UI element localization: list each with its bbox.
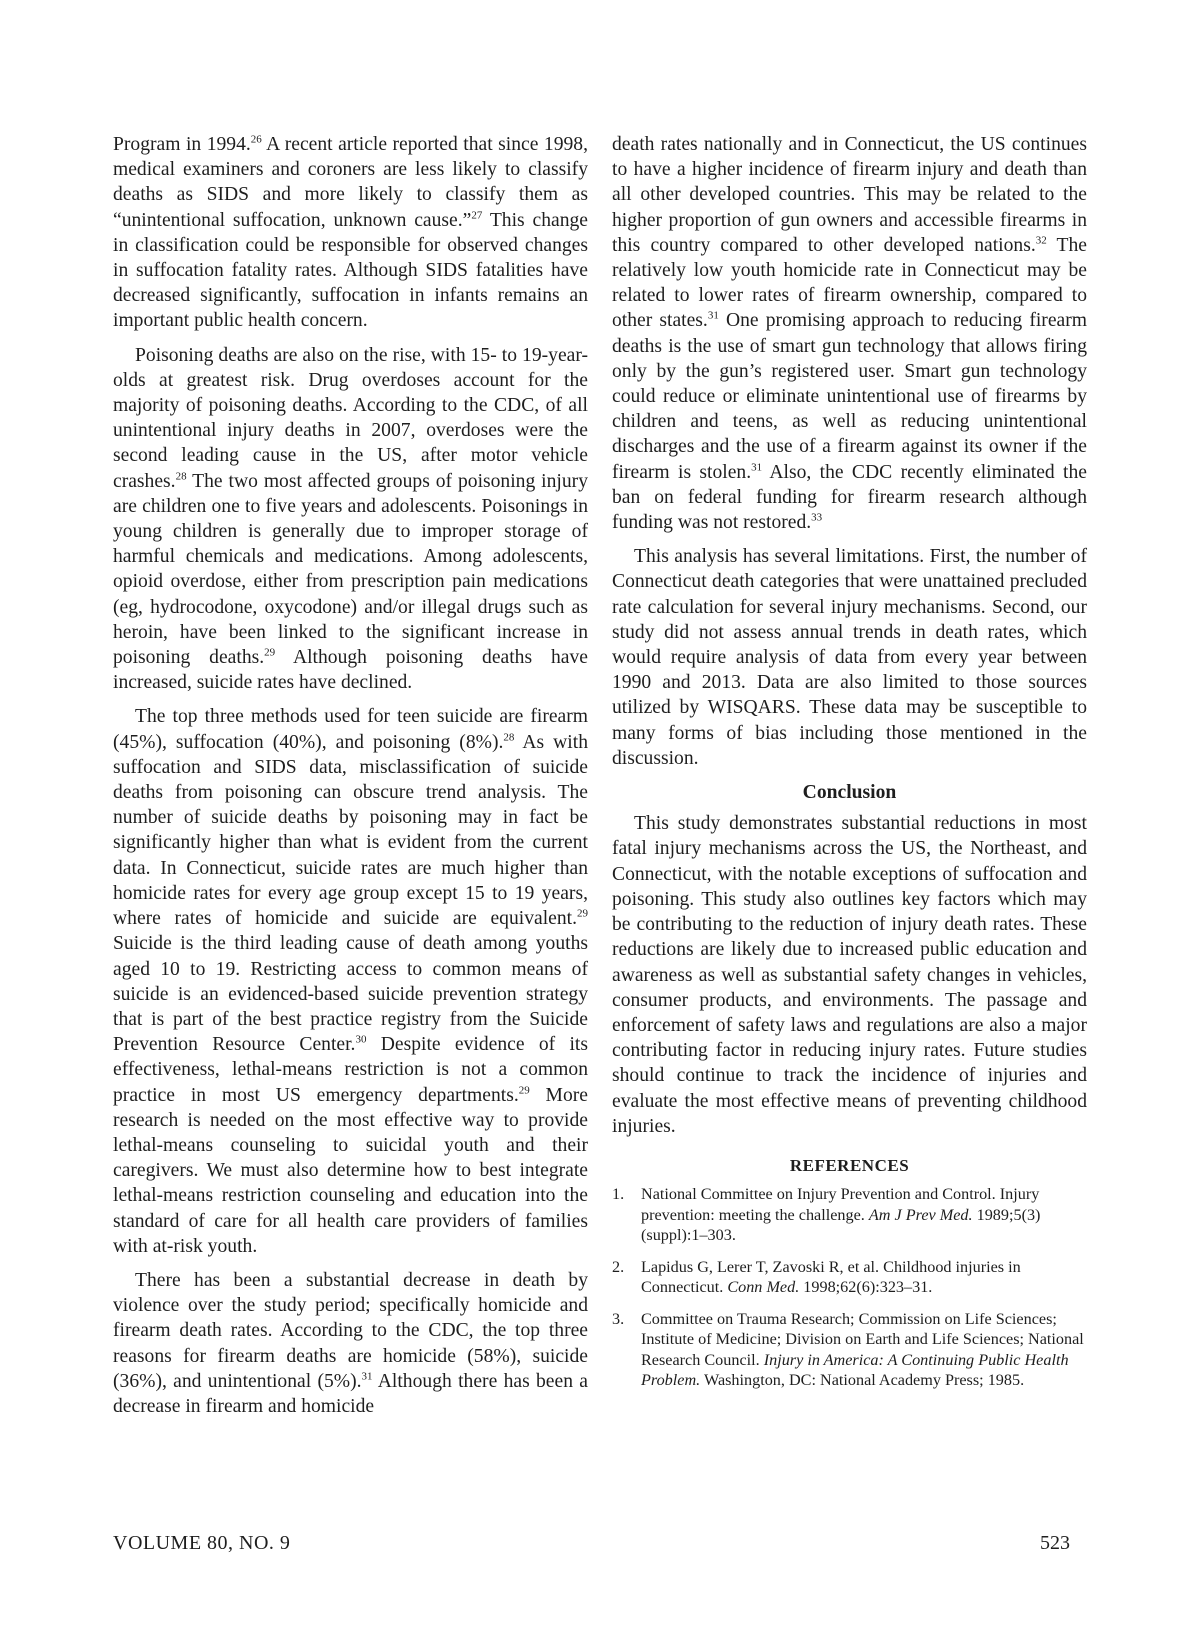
conclusion-heading: Conclusion — [802, 782, 897, 804]
citation-superscript: 28 — [175, 470, 187, 483]
reference-item — [612, 1184, 1087, 1246]
citation-superscript: 29 — [264, 646, 276, 659]
citation-superscript: 30 — [355, 1033, 367, 1046]
body-paragraph: Poisoning deaths are also on the rise, with 15- to 19-year-olds at greatest risk. Drug overdoses account for the majority of poisoning deaths. According to the CDC, of all unintentional injury deaths in 2007, overdoses were the second leading cause in the US, after motor vehicle crashes.$^{28}$ The two most affected groups of poisoning injury are children one to five years and adolescents. Poisonings in young children is generally due to improper storage of harmful chemicals and medications. Among adolescents, opioid overdose, either from prescription pain medications (eg, hydrocodone, oxycodone) and/or illegal drugs such as heroin, have been linked to the significant increase in poisoning deaths.$^{29}$ Although poisoning deaths have increased, suicide rates have declined. — [113, 344, 588, 694]
citation-superscript: 33 — [811, 511, 823, 524]
citation-superscript: 32 — [1035, 234, 1047, 247]
reference-item — [612, 1309, 1087, 1391]
citation-superscript: 31 — [361, 1370, 373, 1383]
citation-superscript: 29 — [577, 907, 588, 920]
reference-list — [612, 1184, 1087, 1391]
citation-superscript: 31 — [751, 461, 763, 474]
body-paragraph: Program in 1994.26 A recent article reported that since 1998, medical examiners and coroners are less likely to classify deaths as SIDS and more likely to classify them as “unintentional suffocation, unknown cause.”$^{27}$ This change in classification could be responsible for observed changes in suffocation fatality rates. Although SIDS fatalities have decreased significantly, suffocation in infants remains an important public health concern. — [113, 133, 588, 332]
body-paragraph: death rates nationally and in Connecticut, the US continues to have a higher incidence of firearm injury and death than all other developed countries. This may be related to the higher proportion of gun owners and accessible firearms in this country compared to other developed nations.$^{32}$ The relatively low youth homicide rate in Connecticut may be related to lower rates of firearm ownership, compared to other states.$^{31}$ One promising approach to reducing firearm deaths is the use of smart gun technology that allows firing only by the gun’s registered user. Smart gun technology could reduce or eliminate unintentional use of firearms by children and teens, as well as reducing unintentional discharges and the use of a firearm against its owner if the firearm is stolen.$^{31}$ Also, the CDC recently eliminated the ban on federal funding for firearm research although funding was not restored.$^{33}$ — [612, 134, 1087, 534]
right-column — [612, 132, 1087, 1402]
reference-number: 3. — [612, 1309, 625, 1328]
citation-superscript: 26 — [250, 133, 262, 146]
page-number: 523 — [1040, 1532, 1070, 1554]
body-paragraph: This study demonstrates substantial reductions in most fatal injury mechanisms across the US, the Northeast, and Connecticut, with the notable exceptions of suffocation and poisoning. This study also outlines key factors which may be contributing to the reduction of injury death rates. These reductions are likely due to increased public education and awareness as well as substantial safety changes in vehicles, consumer products, and environments. The passage and enforcement of safety laws and regulations are also a major contributing factor in reducing injury rates. Future studies should continue to track the incidence of injuries and evaluate the most effective means of preventing childhood injuries. — [612, 813, 1087, 1137]
reference-text: Committee on Trauma Research; Commission on Life Sciences; Institute of Medicine; Division on Earth and Life Sciences; National Research Council. Injury in America: A Continuing Public Health Problem. Washington, DC: National Academy Press; 1985. — [641, 1309, 1084, 1390]
reference-number: 2. — [612, 1257, 625, 1276]
body-paragraph: This analysis has several limitations. First, the number of Connecticut death categories that were unattained precluded rate calculation for several injury mechanisms. Second, our study did not assess annual trends in death rates, which would require analysis of data from every year between 1990 and 2013. Data are also limited to those sources utilized by WISQARS. These data may be susceptible to many forms of bias including those mentioned in the discussion. — [612, 546, 1087, 769]
body-paragraph: There has been a substantial decrease in death by violence over the study period; specifically homicide and firearm death rates. According to the CDC, the top three reasons for firearm deaths are homicide (58%), suicide (36%), and unintentional (5%).$^{31}$ Although there has been a decrease in firearm and homicide — [113, 1269, 588, 1417]
reference-item — [612, 1257, 1087, 1298]
citation-superscript: 31 — [707, 309, 719, 322]
citation-superscript: 28 — [503, 731, 515, 744]
citation-superscript: 29 — [518, 1083, 530, 1096]
body-paragraph: The top three methods used for teen suicide are firearm (45%), suffocation (40%), and poisoning (8%).$^{28}$ As with suffocation and SIDS data, misclassification of suicide deaths from poisoning can obscure trend analysis. The number of suicide deaths by poisoning may in fact be significantly higher than what is evident from the current data. In Connecticut, suicide rates are much higher than homicide rates for every age group except 15 to 19 years, where rates of homicide and suicide are equivalent.$^{29}$ Suicide is the third leading cause of death among youths aged 10 to 19. Restricting access to common means of suicide is an evidenced-based suicide prevention strategy that is part of the best practice registry from the Suicide Prevention Resource Center.$^{30}$ Despite evidence of its effectiveness, lethal-means restriction is not a common practice in most US emergency departments.$^{29}$ More research is needed on the most effective way to provide lethal-means counseling to suicidal youth and their caregivers. We must also determine how to best integrate lethal-means restriction counseling and education into the standard of care for all health care providers of families with at-risk youth. — [113, 706, 588, 1257]
footer-volume: VOLUME 80, NO. 9 — [113, 1532, 291, 1554]
reference-text: Lapidus G, Lerer T, Zavoski R, et al. Childhood injuries in Connecticut. Conn Med. 1998;62(6):323–31. — [641, 1257, 1021, 1297]
citation-superscript: 27 — [471, 209, 483, 222]
references-heading: REFERENCES — [789, 1155, 910, 1175]
left-column — [113, 132, 588, 1428]
reference-text: National Committee on Injury Prevention and Control. Injury prevention: meeting the challenge. Am J Prev Med. 1989;5(3)(suppl):1–303. — [641, 1185, 1041, 1245]
reference-number: 1. — [612, 1185, 625, 1204]
